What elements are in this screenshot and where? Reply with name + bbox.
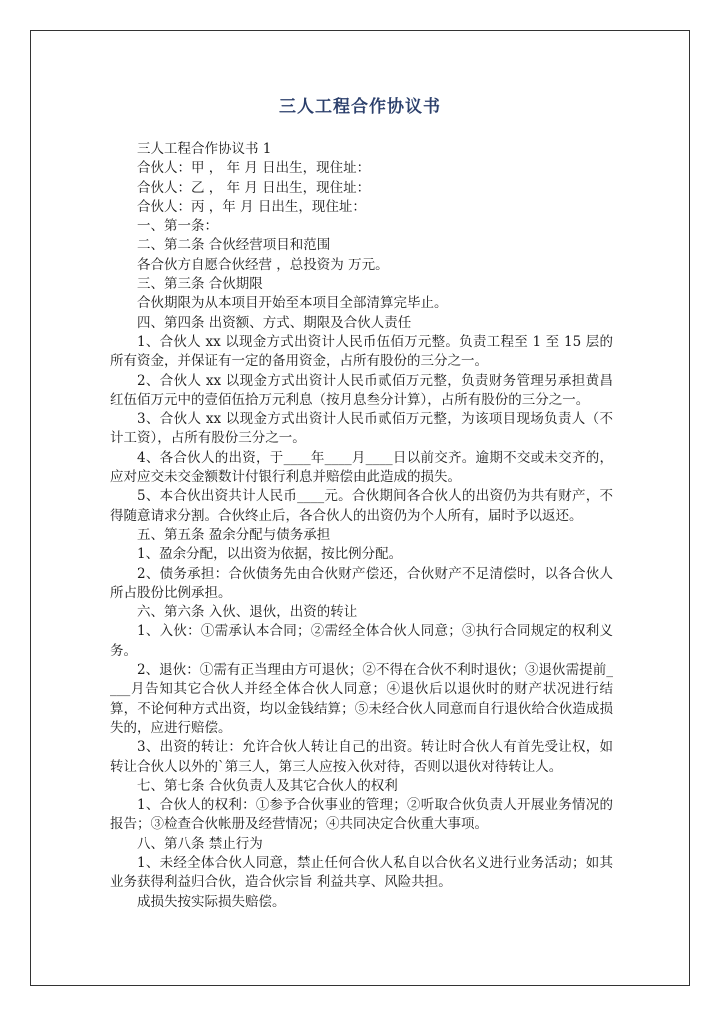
paragraph-26: 成损失按实际损失赔偿。 <box>137 893 286 910</box>
paragraph-19: 1、入伙：①需承认本合同；②需经全体合伙人同意；③执行合同规定的权利义务。 <box>110 623 613 659</box>
paragraph-10: 1、合伙人 xx 以现金方式出资计人民币伍佰万元整。负责工程至 1 至 15 层的所有资金，并保证有一定的备用资金，占所有股份的三分之一。 <box>110 333 613 370</box>
paragraph-12: 3、合伙人 xx 以现金方式出资计人民币贰佰万元整，为该项目现场负责人（不计工资），占所有股份三分之一。 <box>110 411 613 447</box>
paragraph-20: 2、退伙：①需有正当理由方可退伙；②不得在合伙不利时退伙；③退伙需提前____月告知其它合伙人并经全体合伙人同意；④退伙后以退伙时的财产状况进行结算，不论何种方式出资，均以金钱结算；⑤未经合伙人同意而自行退伙给合伙造成损失的，应进行赔偿。 <box>110 662 613 736</box>
paragraph-25: 1、未经全体合伙人同意，禁止任何合伙人私自以合伙名义进行业务活动；如其业务获得利益归合伙，造合伙宗旨 利益共享、风险共担。 <box>110 854 613 891</box>
paragraph-13: 4、各合伙人的出资，于____年____月____日以前交齐。逾期不交或未交齐的，应对应交未交金额数计付银行利息并赔偿由此造成的损失。 <box>110 449 613 486</box>
paragraph-24: 八、第八条 禁止行为 <box>137 835 263 852</box>
paragraph-4: 一、第一条： <box>137 218 218 235</box>
paragraph-18: 六、第六条 入伙、退伙，出资的转让 <box>137 604 358 621</box>
paragraph-5: 二、第二条 合伙经营项目和范围 <box>137 237 331 254</box>
paragraph-17: 2、债务承担：合伙债务先由合伙财产偿还，合伙财产不足清偿时，以各合伙人所占股份比例承担。 <box>110 565 613 601</box>
paragraph-8: 合伙期限为从本项目开始至本项目全部清算完毕止。 <box>137 295 448 312</box>
paragraph-21: 3、出资的转让：允许合伙人转让自己的出资。转让时合伙人有首先受让权，如转让合伙人以外的`第三人，第三人应按入伙对待，否则以退伙对待转让人。 <box>110 739 613 775</box>
paragraph-23: 1、合伙人的权利：①参予合伙事业的管理；②听取合伙负责人开展业务情况的报告；③检查合伙帐册及经营情况；④共同决定合伙重大事项。 <box>110 797 613 833</box>
paragraph-2: 合伙人：乙 ， 年 月 日出生，现住址： <box>137 179 371 196</box>
paragraph-3: 合伙人：丙 ，年 月 日出生，现住址： <box>137 198 366 215</box>
paragraph-11: 2、合伙人 xx 以现金方式出资计人民币贰佰万元整，负责财务管理另承担黄昌红伍佰万元中的壹佰伍拾万元利息（按月息叁分计算），占所有股份的三分之一。 <box>110 372 613 408</box>
paragraph-7: 三、第三条 合伙期限 <box>137 276 263 293</box>
paragraph-16: 1、盈余分配，以出资为依据，按比例分配。 <box>137 546 403 563</box>
paragraph-9: 四、第四条 出资额、方式、期限及合伙人责任 <box>137 314 412 331</box>
paragraph-15: 五、第五条 盈余分配与债务承担 <box>137 526 331 543</box>
paragraph-14: 5、本合伙出资共计人民币____元。合伙期间各合伙人的出资仍为共有财产，不得随意请求分割。合伙终止后，各合伙人的出资仍为个人所有，届时予以返还。 <box>110 488 613 524</box>
paragraph-6: 各合伙方自愿合伙经营 ，总投资为 万元。 <box>137 256 389 273</box>
paragraph-1: 合伙人：甲 ， 年 月 日出生，现住址： <box>137 160 371 177</box>
document-body <box>110 140 613 912</box>
paragraph-22: 七、第七条 合伙负责人及其它合伙人的权利 <box>137 777 398 794</box>
document-title: 三人工程合作协议书 <box>279 97 441 117</box>
paragraph-0: 三人工程合作协议书 1 <box>137 141 272 157</box>
